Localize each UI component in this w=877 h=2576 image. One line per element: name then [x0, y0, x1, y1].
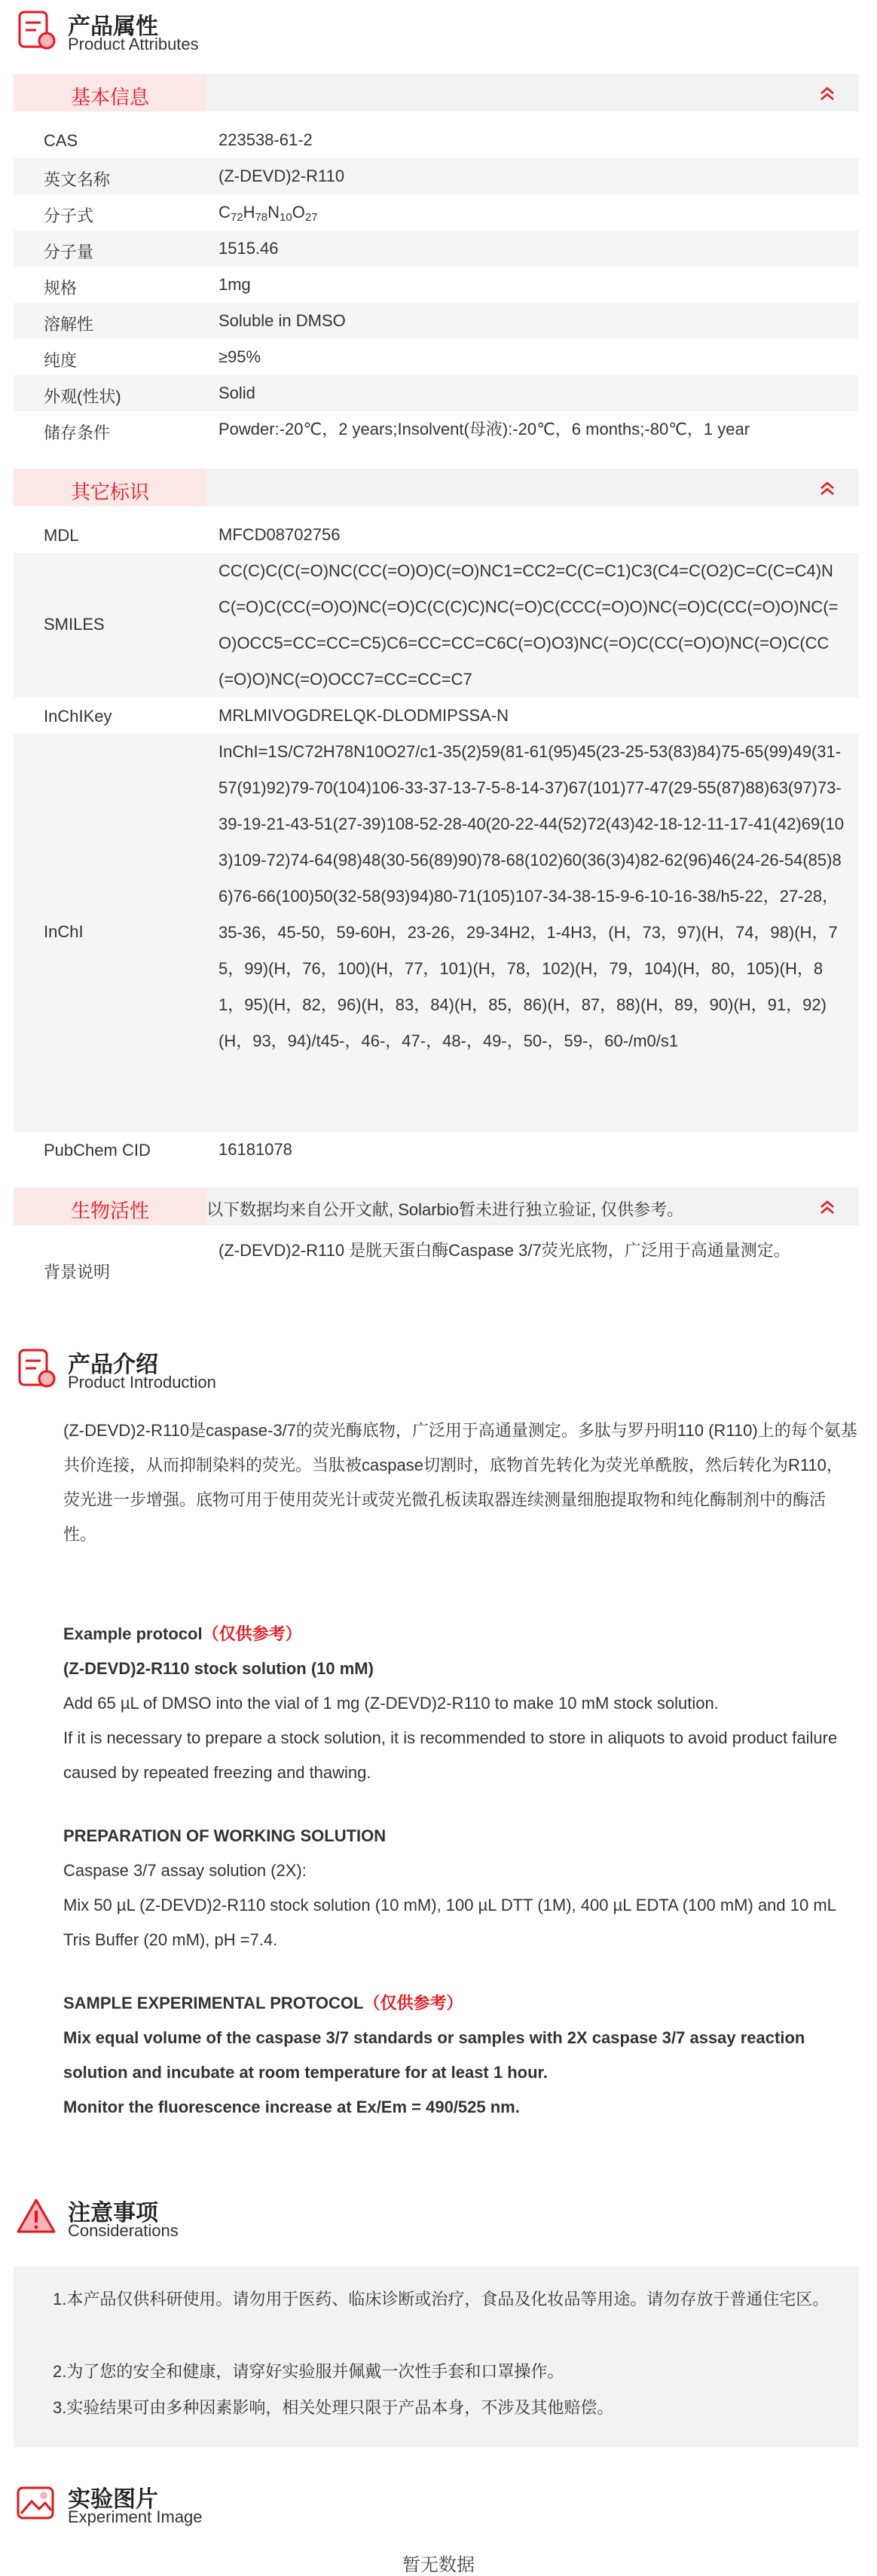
table-row [14, 303, 859, 339]
row-key: InChIKey [44, 707, 112, 726]
table-row [14, 375, 859, 411]
row-value: CC(C)C(C(=O)NC(CC(=O)O)C(=O)NC1=CC2=C(C=C1)C3(C4=C(O2)C=C(C=C4)NC(=O)C(CC(=O)O)NC(=O)C(C(C)C)NC(=O)C(CCC(=O)O)NC(=O)C(CC(=O)O)NC(=O)OCC5=CC=CC=C5)C6=CC=CC=C6C(=O)O3)NC(=O)C(CC(=O)O)NC(=O)C(CC(=O)O)NC(=O)OCC7=CC=CC=C7 [218, 561, 839, 689]
no-data-text: 暂无数据 [402, 2555, 475, 2575]
sample-protocol-title: SAMPLE EXPERIMENTAL PROTOCOL（仅供参考） [63, 1994, 463, 2012]
image-icon [14, 2480, 59, 2526]
table-row [14, 339, 859, 375]
bio-activity-bar[interactable] [14, 1187, 859, 1225]
table-row [14, 411, 859, 448]
considerations-box [14, 2266, 859, 2447]
other-id-bar[interactable] [14, 469, 859, 506]
other-id-tag: 其它标识 [14, 469, 206, 506]
row-value: (Z-DEVD)2-R110 是胱天蛋白酶Caspase 3/7荧光底物，广泛用于高通量测定。 [218, 1241, 790, 1260]
table-row [14, 1233, 859, 1305]
basic-info-bar[interactable] [14, 74, 859, 112]
row-value: Soluble in DMSO [218, 311, 346, 330]
product-intro-header [14, 1341, 865, 1394]
table-row [14, 267, 859, 303]
product-attributes-header [14, 3, 865, 56]
warning-icon [14, 2194, 59, 2239]
section-subtitle: Product Attributes [68, 35, 199, 53]
row-key: CAS [44, 131, 78, 150]
row-value: Powder:-20℃，2 years;Insolvent(母液):-20℃，6 months;-80℃，1 year [218, 420, 750, 439]
section-title: 注意事项 [68, 2201, 158, 2226]
section-subtitle: Considerations [68, 2221, 179, 2240]
section-title: 实验图片 [68, 2487, 158, 2512]
row-key: 背景说明 [44, 1263, 111, 1282]
sample-text-1: Mix equal volume of the caspase 3/7 standards or samples with 2X caspase 3/7 assay reaction solution and incubate at room temperature for at least 1 hour. [63, 2028, 805, 2082]
row-key: SMILES [44, 615, 105, 634]
section-title: 产品属性 [68, 14, 158, 39]
row-value: Solid [218, 383, 255, 402]
considerations-header [14, 2189, 865, 2242]
row-key: InChI [44, 922, 84, 941]
disclaimer-note: 以下数据均来自公开文献, Solarbio暂未进行独立验证, 仅供参考。 [206, 1200, 684, 1219]
stock-title: (Z-DEVD)2-R110 stock solution (10 mM) [63, 1659, 374, 1678]
chevron-up-icon[interactable] [818, 84, 836, 102]
consideration-item: 1.本产品仅供科研使用。请勿用于医药、临床诊断或治疗，食品及化妆品等用途。请勿存放于普通住宅区。 [53, 2290, 830, 2309]
working-text-2: Mix 50 µL (Z-DEVD)2-R110 stock solution (10 mM), 100 µL DTT (1M), 400 µL EDTA (100 mM) and 10 mL Tris Buffer (20 mM), pH =7.4. [63, 1896, 836, 1949]
intro-paragraph: (Z-DEVD)2-R110是caspase-3/7的荧光酶底物，广泛用于高通量测定。多肽与罗丹明110 (R110)上的每个氨基共价连接，从而抑制染料的荧光。当肽被caspase切割时，底物首先转化为荧光单酰胺，然后转化为R110，荧光进一步增强。底物可用于使用荧光计或荧光微孔板读取器连续测量细胞提取物和纯化酶制剂中的酶活性。 [63, 1421, 857, 1544]
example-protocol-title: Example protocol（仅供参考） [63, 1624, 302, 1643]
section-subtitle: Experiment Image [68, 2507, 203, 2526]
row-key: 规格 [44, 279, 78, 298]
row-key: PubChem CID [44, 1141, 151, 1160]
section-subtitle: Product Introduction [68, 1373, 216, 1392]
row-value: InChI=1S/C72H78N10O27/c1-35(2)59(81-61(95)45(23-25-53(83)84)75-65(99)49(31-57(91)92)79-70(104)106-33-37-13-7-5-8-14-37)67(101)77-47(29-55(87)88)63(97)73-39-19-21-43-51(27-39)108-52-28-40(20-22-44(52)72(43)42-18-12-11-17-41(42)69(103)109-72)74-64(98)48(30-56(89)90)78-68(102)60(36(3)4)82-62(96)46(24-26-54(85)86)76-66(100)50(32-58(93)94)80-71(105)107-34-38-15-9-6-10-16-38/h5-22，27-28，35-36，45-50，59-60H，23-26，29-34H2，1-4H3，(H，73，97)(H，74，98)(H，75，99)(H，76，100)(H，77，101)(H，78，102)(H，79，104)(H，80，105)(H，81，95)(H，82，96)(H，83，84)(H，85，86)(H，87，88)(H，89，90)(H，91，92)(H，93，94)/t45-，46-，47-，48-，49-，50-，59-，60-/m0/s1 [218, 742, 844, 1050]
stock-text-2: If it is necessary to prepare a stock solution, it is recommended to store in aliquots to avoid product failure caused by repeated freezing and thawing. [63, 1728, 838, 1782]
row-key: 英文名称 [44, 170, 111, 189]
table-row [14, 698, 859, 734]
working-text-1: Caspase 3/7 assay solution (2X): [63, 1861, 307, 1880]
section-title: 产品介绍 [68, 1352, 158, 1377]
table-row [14, 517, 859, 553]
table-row [14, 1132, 859, 1168]
row-value: 1515.46 [218, 239, 279, 258]
row-value: MRLMIVOGDRELQK-DLODMIPSSA-N [218, 706, 509, 725]
row-value: (Z-DEVD)2-R110 [218, 167, 345, 185]
sample-text-2: Monitor the fluorescence increase at Ex/Em = 490/525 nm. [63, 2098, 520, 2116]
chevron-up-icon[interactable] [818, 1198, 836, 1216]
table-row [14, 194, 859, 231]
row-value: 223538-61-2 [218, 130, 313, 149]
consideration-item: 2.为了您的安全和健康，请穿好实验服并佩戴一次性手套和口罩操作。 [53, 2362, 564, 2381]
consideration-item: 3.实验结果可由多种因素影响，相关处理只限于产品本身，不涉及其他赔偿。 [53, 2398, 614, 2417]
basic-info-tag: 基本信息 [14, 74, 206, 112]
row-key: 分子式 [44, 206, 94, 225]
row-value: 16181078 [218, 1140, 292, 1159]
experiment-image-header [14, 2476, 865, 2529]
working-title: PREPARATION OF WORKING SOLUTION [63, 1826, 387, 1845]
chevron-up-icon[interactable] [818, 479, 836, 497]
row-key: 纯度 [44, 351, 78, 370]
row-value: ≥95% [218, 347, 261, 366]
table-row [14, 122, 859, 158]
table-row [14, 231, 859, 267]
stock-text-1: Add 65 µL of DMSO into the vial of 1 mg (Z-DEVD)2-R110 to make 10 mM stock solution. [63, 1694, 719, 1713]
row-key: 分子量 [44, 243, 94, 261]
document-icon [14, 8, 59, 53]
table-row [14, 158, 859, 194]
row-value: 1mg [218, 275, 251, 294]
row-key: MDL [44, 526, 79, 545]
formula-value: $C_{72}H_{78}N_{10}O_{27}$ [218, 203, 318, 224]
row-key: 储存条件 [44, 423, 111, 442]
row-key: 溶解性 [44, 315, 94, 334]
table-row [14, 734, 859, 1132]
table-row [14, 553, 859, 698]
row-key: 外观(性状) [44, 387, 121, 406]
document-icon [14, 1346, 59, 1391]
row-value: MFCD08702756 [218, 525, 341, 544]
bio-activity-tag: 生物活性 [14, 1187, 206, 1225]
